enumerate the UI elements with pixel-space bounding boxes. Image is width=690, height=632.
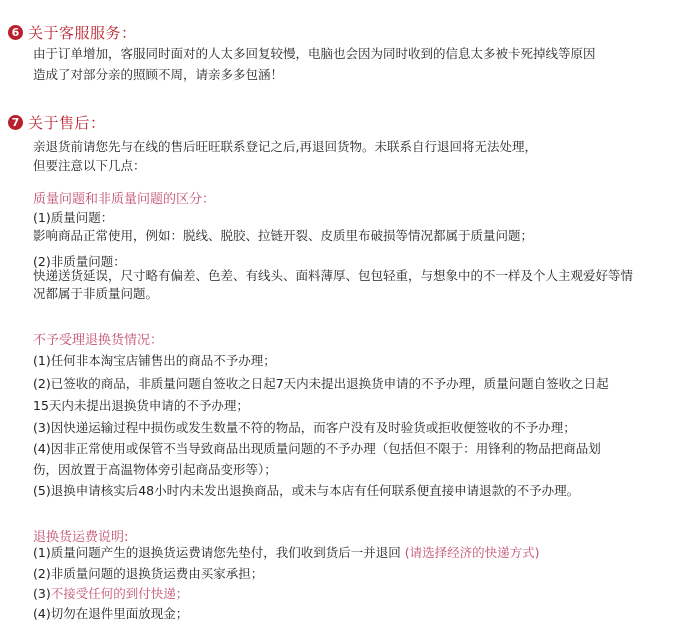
paragraph-line: 由于订单增加，客服同时面对的人太多回复较慢，电脑也会因为同时收到的信息太多被卡死掉线等原因 bbox=[33, 46, 596, 61]
paragraph-line: 造成了对部分亲的照顾不周，请亲多多包涵！ bbox=[33, 67, 284, 82]
section-7-header bbox=[8, 112, 106, 133]
list-item: (3)因快递运输过程中损伤或发生数量不符的物品，而客户没有及时验货或拒收便签收的不予办理； bbox=[33, 420, 576, 435]
shipping-line-1-note: (请选择经济的快递方式) bbox=[404, 545, 540, 560]
quality-q1-text: 影响商品正常使用，例如：脱线、脱胶、拉链开裂、皮质里布破损等情况都属于质量问题； bbox=[33, 228, 534, 243]
section-6-header bbox=[8, 22, 137, 43]
shipping-line-3 bbox=[33, 586, 188, 602]
quality-q1-title: (1)质量问题： bbox=[33, 210, 114, 225]
shipping-line-3-text: 不接受任何的到付快递； bbox=[50, 586, 189, 601]
shipping-line-2: (2)非质量问题的退换货运费由买家承担； bbox=[33, 566, 264, 581]
shipping-line-3-prefix: (3) bbox=[33, 586, 51, 601]
quality-q2-text: 况都属于非质量问题。 bbox=[33, 286, 159, 301]
shipping-heading: 退换货运费说明: bbox=[33, 530, 129, 545]
quality-q2-text: 快递送货延误，尺寸略有偏差、色差、有线头、面料薄厚、包包轻重，与想象中的不一样及个人主观爱好等情 bbox=[33, 268, 634, 283]
shipping-line-4: (4)切勿在退件里面放现金； bbox=[33, 606, 189, 621]
number-badge-7: 7 bbox=[8, 115, 23, 130]
list-item: (2)已签收的商品，非质量问题自签收之日起7天内未提出退换货申请的不予办理，质量问题自签收之日起 bbox=[33, 376, 609, 391]
list-item: (4)因非正常使用或保管不当导致商品出现质量问题的不予办理（包括但不限于：用锋利的物品把商品划 bbox=[33, 441, 601, 456]
quality-heading: 质量问题和非质量问题的区分： bbox=[33, 192, 216, 207]
paragraph-line: 但要注意以下几点： bbox=[33, 158, 146, 173]
shipping-line-1 bbox=[33, 545, 539, 561]
list-item: (1)任何非本淘宝店铺售出的商品不予办理； bbox=[33, 353, 276, 368]
shipping-line-1-main: (1)质量问题产生的退换货运费请您先垫付，我们收到货后一并退回 bbox=[33, 545, 401, 560]
section-title: 关于售后： bbox=[28, 114, 106, 132]
number-badge-6: 6 bbox=[8, 25, 23, 40]
list-item: 15天内未提出退换货申请的不予办理； bbox=[33, 398, 249, 413]
list-item: 伤，因放置于高温物体旁引起商品变形等）； bbox=[33, 462, 277, 477]
quality-q2-title: (2)非质量问题： bbox=[33, 254, 126, 269]
list-item: (5)退换申请核实后48小时内未发出退换商品，或未与本店有任何联系便直接申请退款的不予办理。 bbox=[33, 483, 580, 498]
section-title: 关于客服服务： bbox=[28, 24, 137, 42]
paragraph-line: 亲退货前请您先与在线的售后旺旺联系登记之后,再退回货物。未联系自行退回将无法处理， bbox=[33, 139, 537, 154]
no-return-heading: 不予受理退换货情况： bbox=[33, 333, 164, 348]
